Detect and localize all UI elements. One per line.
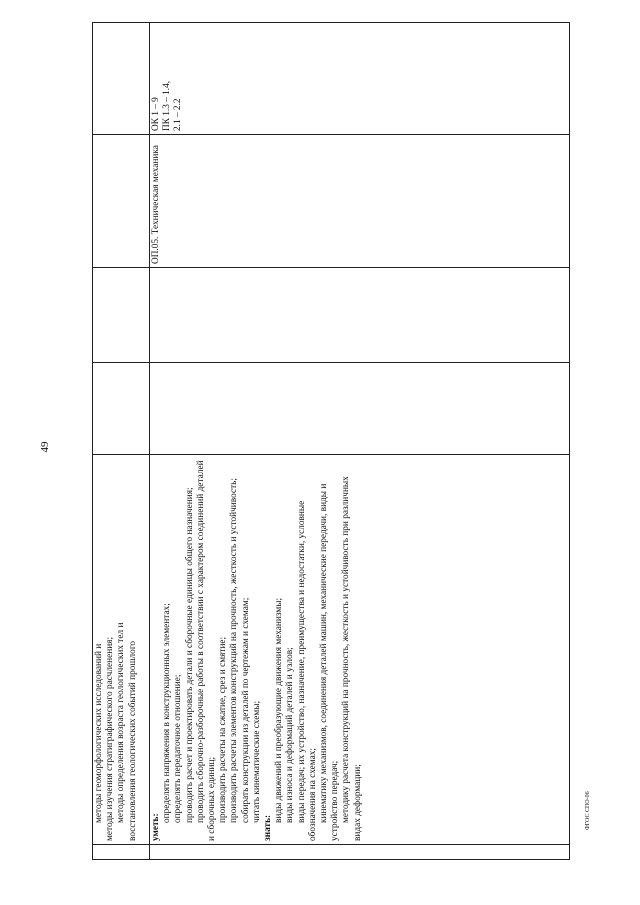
skill-item: производить расчеты на сжатие, срез и смятие; (218, 636, 229, 823)
skill-item: читать кинематические схемы; (251, 700, 262, 823)
table-cell-discipline (150, 135, 570, 268)
competency-line: 2.1 – 2.2 (173, 98, 184, 131)
skill-item: определять передаточное отношение; (173, 674, 184, 823)
knowledge-item: виды износа и деформаций деталей и узлов; (285, 647, 296, 823)
table-cell-content (93, 455, 150, 845)
skill-item: собирать конструкции из деталей по чертежам и схемам; (240, 597, 251, 823)
table-cell-hours-max (93, 363, 150, 455)
table-cell-competencies (93, 23, 150, 135)
table-cell-content (150, 455, 570, 845)
table-cell-index (93, 845, 150, 860)
skill-item: проводить сборочно-разборочные работы в соответствии с характером соединений деталей и сборочных единиц; (195, 460, 218, 841)
table-cell-discipline (93, 135, 150, 268)
table-cell-hours-class (93, 268, 150, 363)
table-cell-index (150, 845, 570, 860)
content-line: методы геоморфологических исследований и (94, 643, 104, 823)
skill-item: производить расчеты элементов конструкций на прочность, жесткость и устойчивость; (229, 478, 240, 823)
knowledge-item: кинематику механизмов, соединения деталей машин, механические передачи, виды и устройство передач; (319, 483, 341, 841)
curriculum-table-rotated (92, 65, 570, 860)
umet-heading: уметь: (151, 813, 161, 841)
knowledge-item: виды движений и преобразующие движения механизмы; (274, 597, 285, 823)
knowledge-item: виды передач; их устройство, назначение, преимущества и недостатки, условные обозначения на схемах; (296, 500, 318, 841)
competency-line: ОК 1 – 9 (151, 97, 161, 131)
content-line: методы изучения стратиграфического расчленения; (105, 636, 116, 841)
content-line: восстановления геологических событий прошлого (127, 640, 138, 841)
competency-line: ПК 1.3 – 1.4, (162, 80, 173, 131)
skill-item: определять напряжения в конструкционных элементах; (162, 603, 173, 823)
page-number: 49 (39, 441, 51, 453)
table-cell-hours-class (150, 268, 570, 363)
table-row (93, 23, 150, 860)
table-row (150, 23, 570, 860)
footer-code: ФГОС СПО-06 (585, 791, 591, 830)
skill-item: проводить расчет и проектировать детали и сборочные единицы общего назначения; (184, 487, 195, 823)
table-cell-hours-max (150, 363, 570, 455)
discipline-name: ОП.05. Техническая механика (151, 145, 161, 264)
table-cell-competencies (150, 23, 570, 135)
curriculum-table (92, 22, 570, 860)
znat-heading: знать: (263, 814, 274, 841)
content-line: методы определения возраста геологических тел и (116, 622, 127, 823)
knowledge-item: методику расчета конструкций на прочность, жесткость и устойчивость при различных видах деформации; (341, 476, 363, 841)
